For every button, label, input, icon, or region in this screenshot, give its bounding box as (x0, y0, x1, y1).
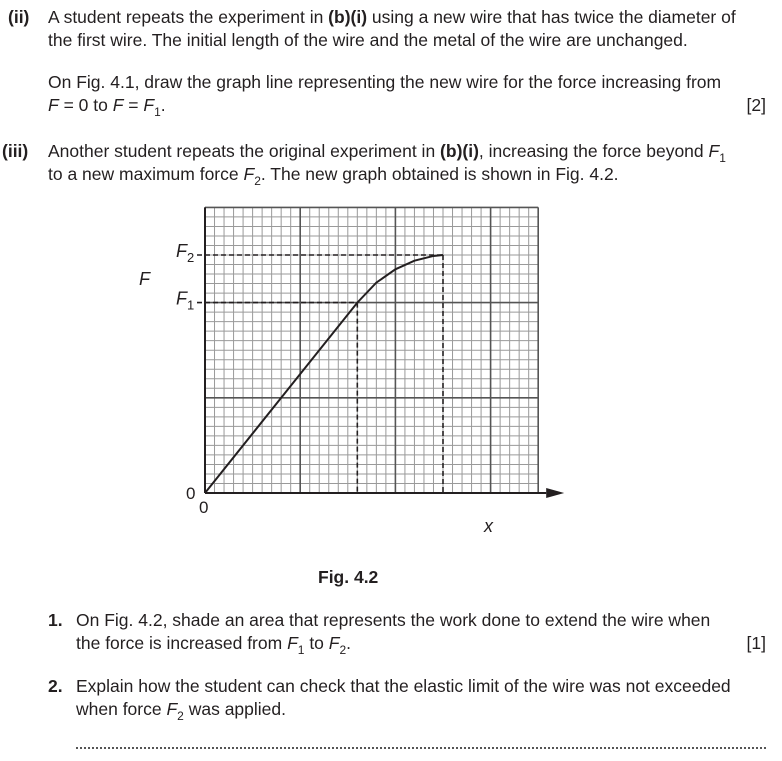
var-f: F (143, 95, 155, 115)
subscript: 2 (254, 174, 261, 188)
subscript: 1 (187, 297, 195, 313)
text: = (123, 95, 144, 115)
text: A student repeats the experiment in (48, 7, 329, 27)
q1-number: 1. (48, 610, 63, 630)
grid-minor-lines (205, 207, 538, 493)
subscript: 2 (187, 250, 195, 265)
text: to (304, 633, 329, 653)
var-f: F (287, 633, 298, 653)
answer-line[interactable] (76, 747, 766, 749)
subscript: 1 (154, 105, 161, 119)
var-f: F (708, 141, 720, 161)
subscript: 2 (177, 709, 184, 723)
text: the force is increased from (76, 633, 288, 653)
y-tick-label-f2 (176, 241, 194, 265)
text: , increasing the force beyond (478, 141, 709, 161)
text: using a new wire that has twice the diameter of (367, 7, 736, 27)
reference: (b)(i) (440, 141, 479, 161)
text: Another student repeats the original experiment in (48, 141, 441, 161)
var-f: F (328, 633, 340, 653)
x-axis-arrowhead (546, 488, 564, 498)
text: was applied. (183, 699, 287, 719)
text: = 0 to (58, 95, 113, 115)
q1-marks: [1] (746, 633, 766, 653)
text: to a new maximum force (48, 164, 244, 184)
text: . The new graph obtained is shown in Fig. 4.2. (260, 164, 619, 184)
subscript: 1 (297, 643, 305, 657)
q2-line-2 (76, 698, 287, 723)
x-axis-label: x (484, 516, 493, 536)
q1-line-1: On Fig. 4.2, shade an area that represents the work done to extend the wire when (76, 610, 711, 630)
y-tick-label-f1 (176, 289, 194, 313)
part-ii-label: (ii) (8, 7, 30, 27)
q2-number: 2. (48, 676, 63, 696)
text: when force (76, 699, 167, 719)
figure-caption: Fig. 4.2 (318, 567, 379, 587)
text: . (346, 633, 352, 653)
text: . (160, 95, 166, 115)
subscript: 1 (719, 151, 726, 165)
var-f: F (176, 241, 187, 261)
var-f: F (112, 95, 124, 115)
q1-line-2 (76, 632, 352, 657)
var-f: F (243, 164, 255, 184)
q2-line-1: Explain how the student can check that the elastic limit of the wire was not exceeded (76, 676, 731, 696)
part-iii-label: (iii) (2, 141, 29, 161)
y-axis-label: F (139, 269, 150, 289)
var-f: F (48, 95, 59, 115)
y-origin-label: 0 (186, 484, 196, 503)
var-f: F (176, 288, 187, 309)
var-f: F (166, 699, 178, 719)
x-origin-label: 0 (199, 498, 209, 517)
series-line (205, 255, 443, 493)
subscript: 2 (339, 643, 347, 657)
part-ii-line-2: the first wire. The initial length of the wire and the metal of the wire are unchanged. (48, 30, 688, 50)
part-ii-marks: [2] (746, 95, 766, 115)
part-ii-line-3: On Fig. 4.1, draw the graph line representing the new wire for the force increasing from (48, 72, 722, 92)
reference: (b)(i) (328, 7, 368, 27)
